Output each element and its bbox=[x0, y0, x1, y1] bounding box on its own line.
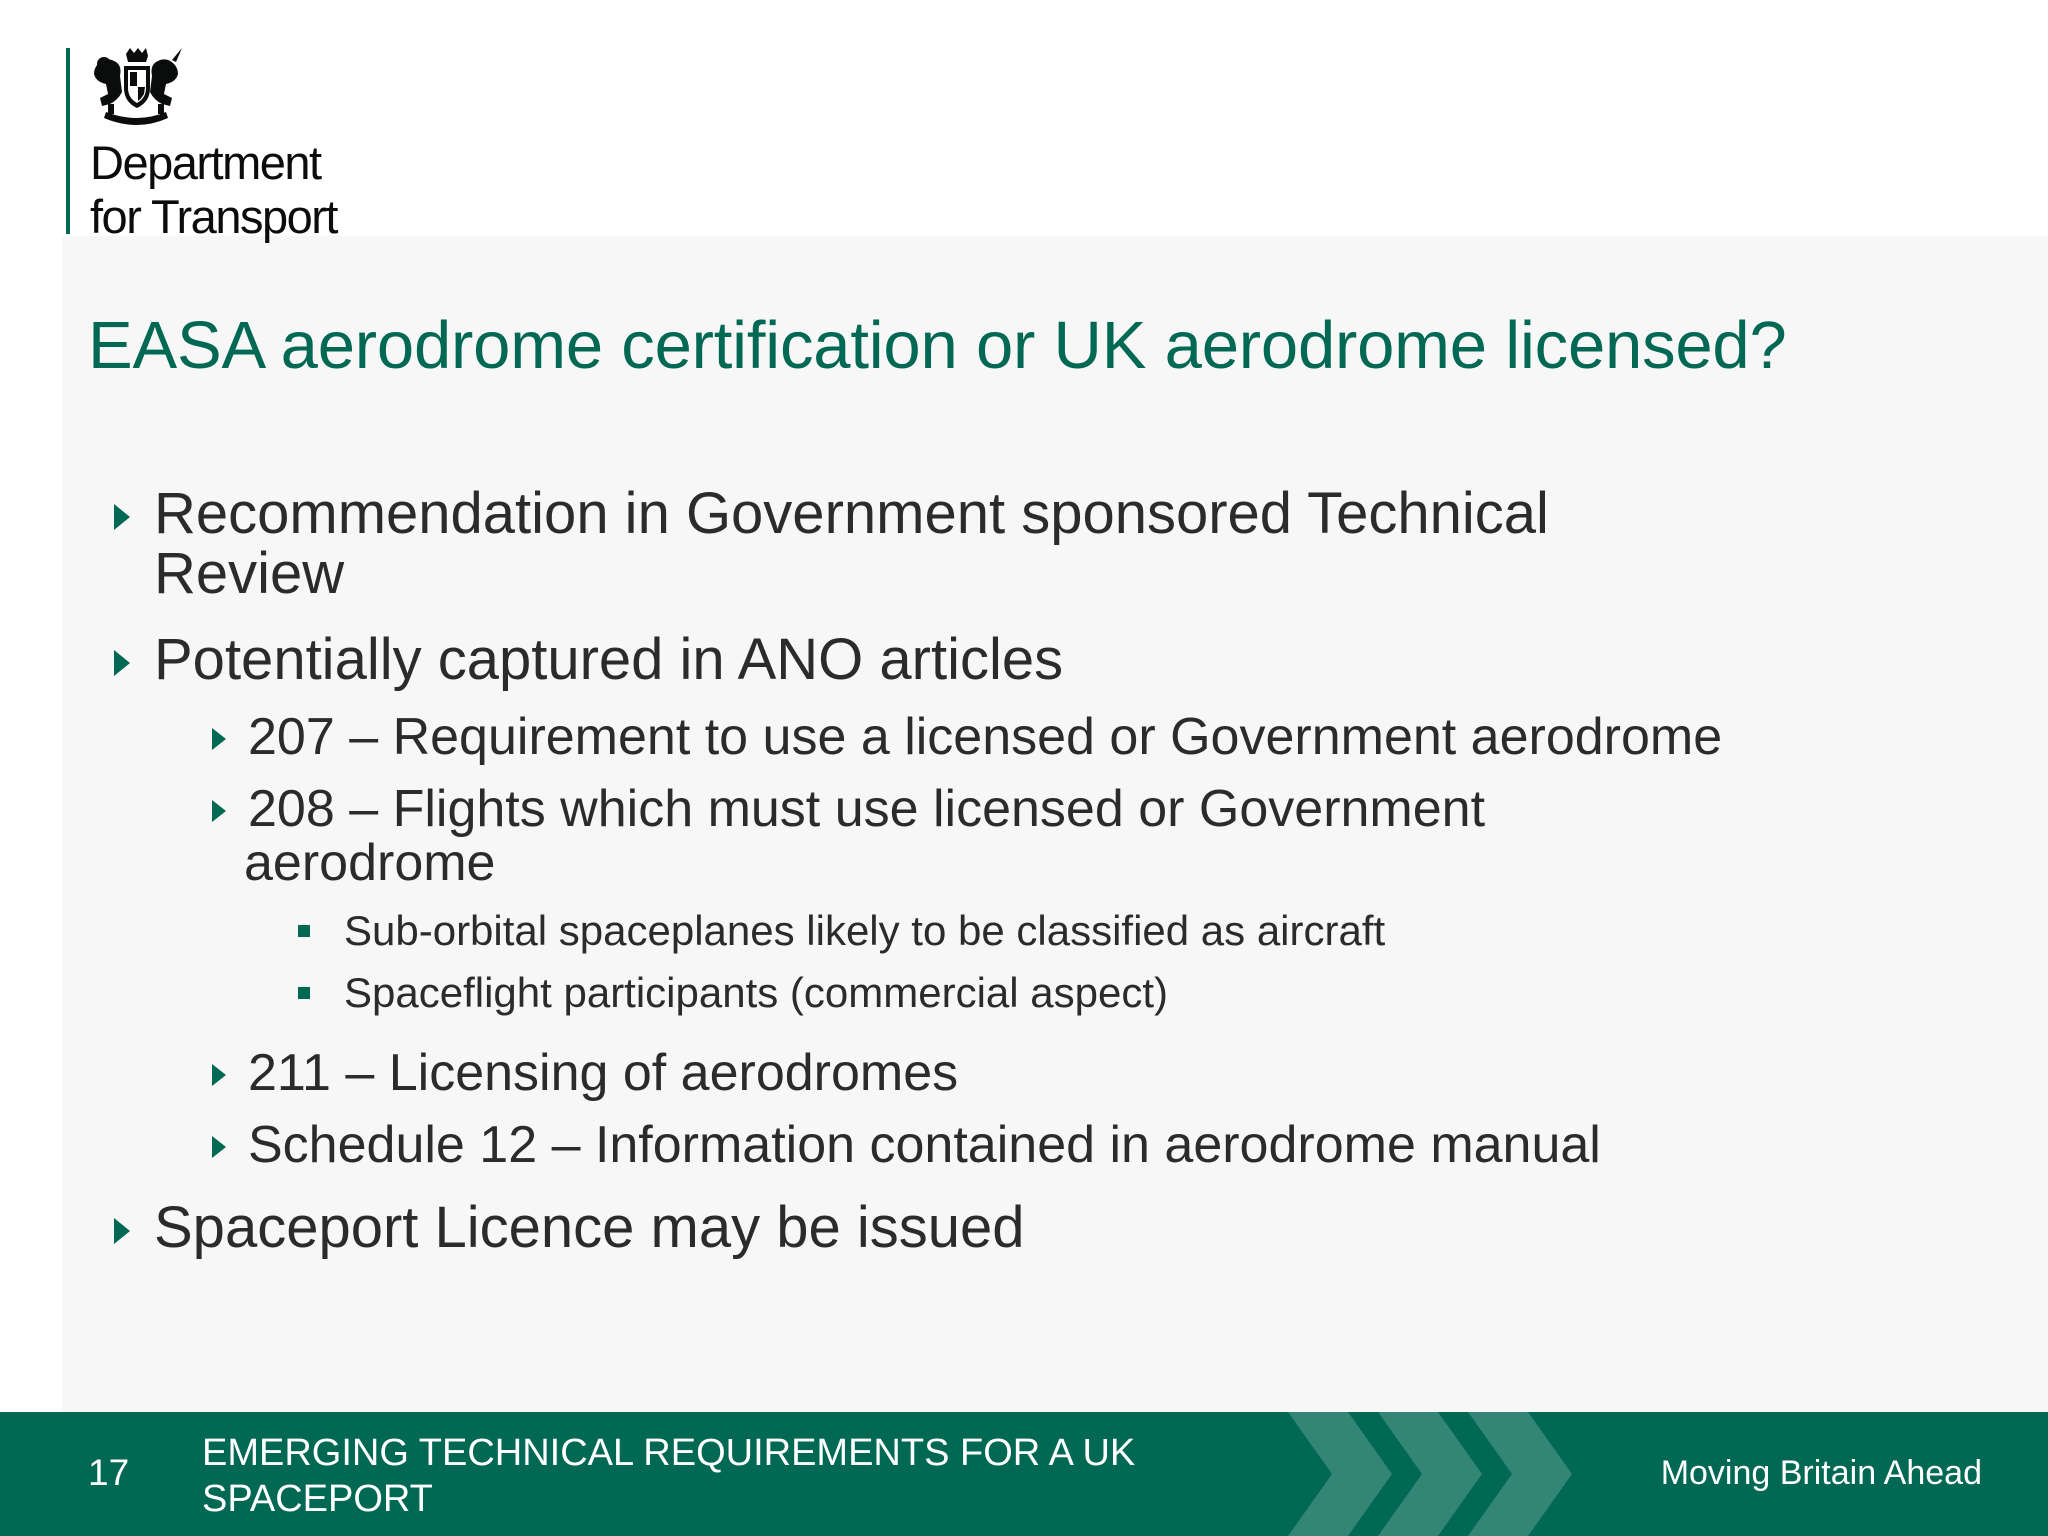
bullet-line: Sub-orbital spaceplanes likely to be classified as aircraft bbox=[344, 907, 1386, 954]
bullet-line: Review bbox=[154, 541, 345, 606]
bullet-line: aerodrome bbox=[244, 834, 496, 892]
bullet-arrow-icon bbox=[114, 650, 130, 676]
bullet-item bbox=[154, 1195, 1025, 1260]
bullet-line: 207 – Requirement to use a licensed or Government aerodrome bbox=[248, 708, 1723, 766]
bullet-item bbox=[248, 1118, 1601, 1172]
bullet-item bbox=[344, 907, 1385, 955]
footer-title bbox=[202, 1430, 1202, 1522]
footer-title-line2: SPACEPORT bbox=[202, 1478, 433, 1520]
bullet-arrow-icon bbox=[212, 1064, 226, 1086]
bullet-item bbox=[244, 780, 1486, 892]
bullet-arrow-icon bbox=[114, 504, 130, 530]
slide-title: EASA aerodrome certification or UK aerodrome licensed? bbox=[88, 308, 1787, 383]
bullet-item bbox=[248, 710, 1722, 764]
bullet-square-icon bbox=[298, 987, 310, 999]
bullet-item bbox=[154, 627, 1064, 692]
bullet-square-icon bbox=[298, 925, 310, 937]
chevrons-icon bbox=[1280, 1412, 1620, 1536]
footer-bar bbox=[0, 1412, 2048, 1536]
page-number: 17 bbox=[88, 1452, 130, 1493]
bullet-line: 211 – Licensing of aerodromes bbox=[248, 1044, 959, 1102]
bullet-line: Schedule 12 – Information contained in aerodrome manual bbox=[248, 1116, 1601, 1174]
bullet-arrow-icon bbox=[212, 728, 226, 750]
bullet-line: Potentially captured in ANO articles bbox=[154, 627, 1064, 692]
bullet-item bbox=[248, 1046, 958, 1100]
bullet-arrow-icon bbox=[212, 800, 226, 822]
bullet-arrow-icon bbox=[212, 1136, 226, 1158]
bullet-line: Spaceflight participants (commercial aspect) bbox=[344, 969, 1169, 1016]
bullet-line: Recommendation in Government sponsored Technical bbox=[154, 481, 1549, 546]
footer-title-line1: EMERGING TECHNICAL REQUIREMENTS FOR A UK bbox=[202, 1432, 1136, 1474]
bullet-arrow-icon bbox=[114, 1218, 130, 1244]
bullet-line: Spaceport Licence may be issued bbox=[154, 1195, 1025, 1260]
bullet-item bbox=[154, 481, 1549, 606]
department-name-line2: for Transport bbox=[90, 190, 337, 243]
footer-tagline: Moving Britain Ahead bbox=[1660, 1454, 1982, 1492]
bullet-item bbox=[344, 969, 1168, 1017]
department-name-line1: Department bbox=[90, 136, 321, 189]
bullet-line: 208 – Flights which must use licensed or Government bbox=[248, 780, 1486, 838]
